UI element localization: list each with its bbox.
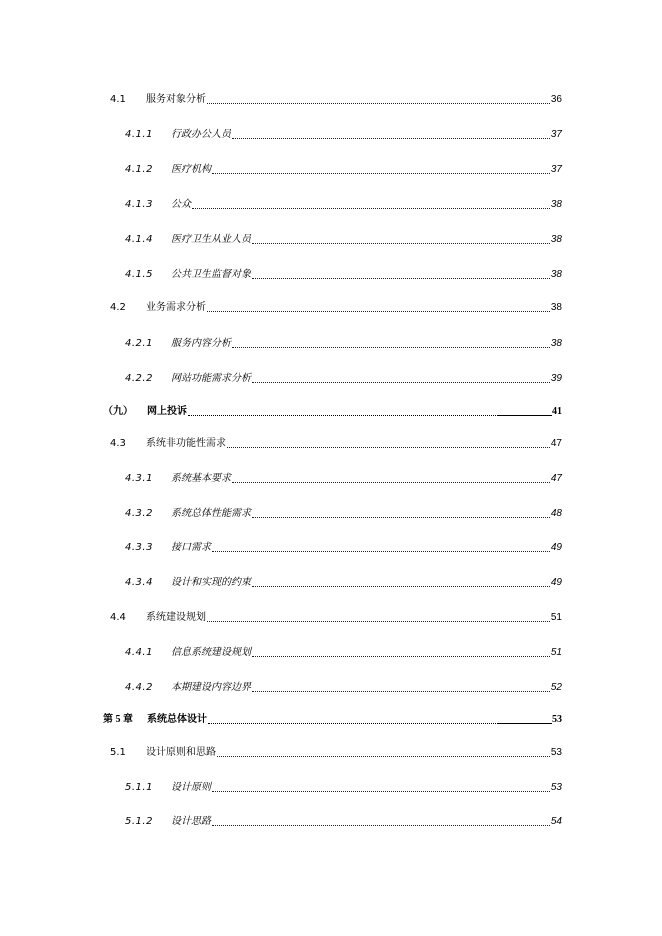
dot-leader xyxy=(252,382,550,383)
toc-entry-number: 4.1 xyxy=(110,94,126,105)
toc-entry-title: 设计原则和思路 xyxy=(146,747,216,758)
dot-leader xyxy=(207,621,550,622)
toc-entry-title: 网上投诉 xyxy=(147,406,187,417)
toc-entry[interactable] xyxy=(110,298,562,314)
toc-entry[interactable] xyxy=(110,743,562,759)
toc-entry[interactable] xyxy=(125,265,562,281)
toc-entry-title: 设计思路 xyxy=(171,816,211,827)
toc-entry-title: 系统基本要求 xyxy=(171,473,231,484)
dot-leader xyxy=(252,691,550,692)
toc-entry-page: 53 xyxy=(552,714,562,725)
toc-entry-number: 4.1.4 xyxy=(125,234,153,245)
dot-leader xyxy=(232,482,550,483)
dot-leader xyxy=(217,756,550,757)
toc-entry[interactable] xyxy=(125,573,562,589)
toc-entry-page: 38 xyxy=(550,302,562,313)
toc-entry[interactable] xyxy=(110,434,562,450)
toc-entry-page: 49 xyxy=(550,542,562,553)
dot-leader xyxy=(212,551,550,552)
toc-entry-number: 4.3.1 xyxy=(125,473,153,484)
toc-entry-page: 38 xyxy=(550,199,562,210)
toc-entry[interactable] xyxy=(125,125,562,141)
dot-leader xyxy=(212,825,550,826)
toc-entry-title: 服务对象分析 xyxy=(146,94,206,105)
toc-entry-number: 5.1.2 xyxy=(125,816,153,827)
toc-entry-title: 医疗卫生从业人员 xyxy=(171,234,251,245)
toc-entry[interactable] xyxy=(110,608,562,624)
toc-entry-page: 38 xyxy=(550,269,562,280)
toc-entry-title: 系统非功能性需求 xyxy=(146,438,226,449)
dot-leader xyxy=(232,347,550,348)
toc-entry-number: 4.2.2 xyxy=(125,373,153,384)
toc-entry[interactable] xyxy=(125,812,562,828)
dot-leader xyxy=(212,173,550,174)
toc-entry-page: 51 xyxy=(550,647,562,658)
toc-entry-number: 4.2.1 xyxy=(125,338,153,349)
toc-entry-title: 行政办公人员 xyxy=(171,129,231,140)
toc-entry-page: 53 xyxy=(550,782,562,793)
toc-entry-page: 38 xyxy=(550,234,562,245)
toc-entry-number: 4.1.3 xyxy=(125,199,153,210)
toc-entry-number: 4.3.2 xyxy=(125,508,153,519)
toc-entry[interactable] xyxy=(125,643,562,659)
toc-entry[interactable] xyxy=(125,469,562,485)
toc-entry-number: 4.1.5 xyxy=(125,269,153,280)
dot-leader xyxy=(212,791,550,792)
toc-entry-number: 4.1.2 xyxy=(125,164,153,175)
toc-entry-number: 4.4 xyxy=(110,612,126,623)
toc-entry-number: 4.3 xyxy=(110,438,126,449)
toc-entry-page: 37 xyxy=(550,164,562,175)
toc-entry[interactable] xyxy=(125,230,562,246)
toc-entry-page: 41 xyxy=(552,406,562,417)
toc-entry-page: 47 xyxy=(550,473,562,484)
toc-chapter-entry[interactable] xyxy=(103,710,562,726)
toc-entry-number: 第 5 章 xyxy=(103,714,133,725)
toc-entry-title: 服务内容分析 xyxy=(171,338,231,349)
toc-entry-page: 48 xyxy=(550,508,562,519)
dot-leader xyxy=(252,517,550,518)
toc-entry-number: 4.1.1 xyxy=(125,129,153,140)
toc-entry-title: 设计原则 xyxy=(171,782,211,793)
toc-entry-title: 设计和实现的约束 xyxy=(171,577,251,588)
toc-entry-number: 4.2 xyxy=(110,302,126,313)
toc-chapter-entry[interactable] xyxy=(103,402,562,418)
toc-entry-title: 本期建设内容边界 xyxy=(171,682,251,693)
toc-entry-title: 系统建设规划 xyxy=(146,612,206,623)
toc-entry[interactable] xyxy=(110,90,562,106)
toc-entry[interactable] xyxy=(125,678,562,694)
dot-leader xyxy=(252,656,550,657)
toc-entry-title: 业务需求分析 xyxy=(146,302,206,313)
toc-entry-page: 51 xyxy=(550,612,562,623)
toc-entry-page: 52 xyxy=(550,682,562,693)
toc-entry-page: 37 xyxy=(550,129,562,140)
toc-entry-page: 39 xyxy=(550,373,562,384)
toc-entry-number: （九） xyxy=(103,406,133,417)
toc-entry[interactable] xyxy=(125,369,562,385)
toc-entry-title: 公共卫生监督对象 xyxy=(171,269,251,280)
toc-entry[interactable] xyxy=(125,538,562,554)
solid-leader xyxy=(498,415,552,416)
toc-entry-title: 接口需求 xyxy=(171,542,211,553)
toc-entry[interactable] xyxy=(125,778,562,794)
dot-leader xyxy=(227,447,550,448)
dot-leader xyxy=(207,311,550,312)
toc-entry-number: 4.3.3 xyxy=(125,542,153,553)
dot-leader xyxy=(252,586,550,587)
toc-entry-page: 53 xyxy=(550,747,562,758)
solid-leader xyxy=(498,723,552,724)
toc-entry-title: 系统总体设计 xyxy=(147,714,207,725)
toc-entry-page: 54 xyxy=(550,816,562,827)
toc-entry-page: 36 xyxy=(550,94,562,105)
toc-entry-title: 信息系统建设规划 xyxy=(171,647,251,658)
dot-leader xyxy=(232,138,550,139)
toc-entry-title: 网站功能需求分析 xyxy=(171,373,251,384)
toc-entry-title: 系统总体性能需求 xyxy=(171,508,251,519)
dot-leader xyxy=(252,243,550,244)
toc-entry[interactable] xyxy=(125,504,562,520)
toc-entry[interactable] xyxy=(125,334,562,350)
toc-entry-number: 5.1.1 xyxy=(125,782,153,793)
dot-leader xyxy=(207,103,550,104)
toc-entry-page: 38 xyxy=(550,338,562,349)
toc-entry-title: 医疗机构 xyxy=(171,164,211,175)
toc-entry-page: 49 xyxy=(550,577,562,588)
toc-entry-number: 4.4.1 xyxy=(125,647,153,658)
toc-entry-number: 4.3.4 xyxy=(125,577,153,588)
toc-entry-title: 公众 xyxy=(171,199,191,210)
toc-entry-number: 4.4.2 xyxy=(125,682,153,693)
dot-leader xyxy=(208,723,498,724)
dot-leader xyxy=(188,415,498,416)
dot-leader xyxy=(252,278,550,279)
toc-entry[interactable] xyxy=(125,160,562,176)
toc-entry-number: 5.1 xyxy=(110,747,126,758)
toc-entry-page: 47 xyxy=(550,438,562,449)
toc-entry[interactable] xyxy=(125,195,562,211)
dot-leader xyxy=(192,208,550,209)
